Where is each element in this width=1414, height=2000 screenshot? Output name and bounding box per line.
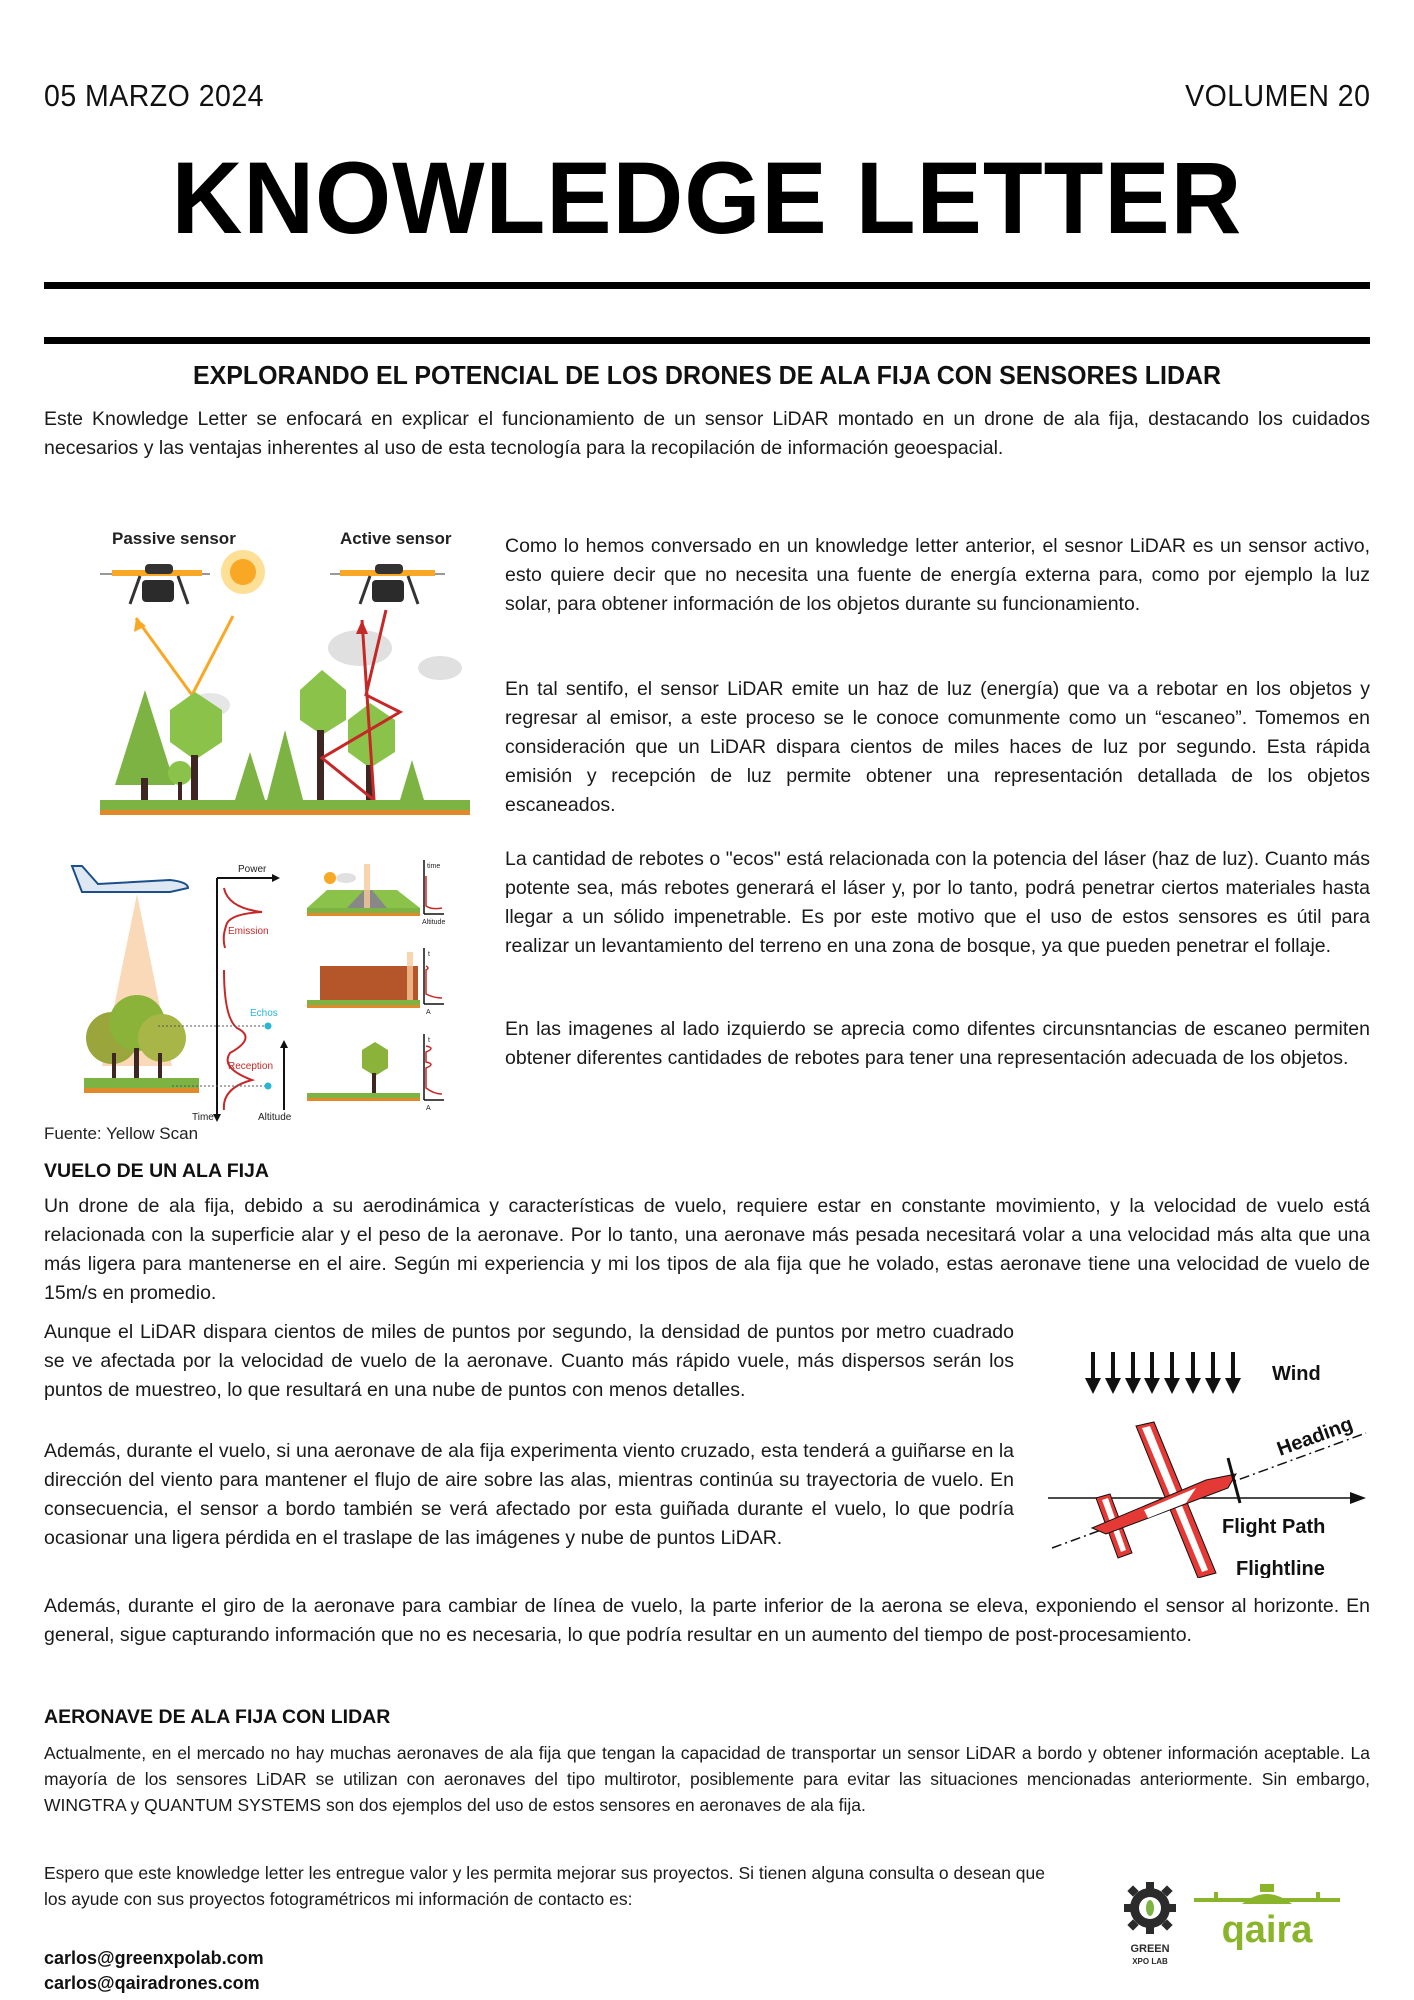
qaira-logo [1192,1878,1342,1968]
figure-lidar-waveform [62,848,482,1130]
drone-icon [330,564,445,604]
closing-paragraph: Espero que este knowledge letter les entregue valor y les permita mejorar sus proyectos. Si tienen alguna consulta o desean que los ayude con sus proyectos fotogramétricos mi información de contacto es: [44,1863,1046,1909]
svg-text:Power: Power [238,864,267,875]
active-sensor-label: Active sensor [340,529,452,548]
plane-icon [72,866,188,892]
svg-text:t: t [428,951,430,958]
figure-crosswind-crab [1036,1338,1376,1578]
drone-icon [1194,1884,1340,1904]
body-paragraph: Actualmente, en el mercado no hay muchas aeronaves de ala fija que tengan la capacidad de transportar un sensor LiDAR a bordo y obtener información aceptable. La mayoría de los sensores LiDAR se utilizan con aeronaves del tipo multirotor, posiblemente para evitar las situaciones mencionadas anteriormente. Sin embargo, WINGTRA y QUANTUM SYSTEMS son dos ejemplos del uso de estos sensores en aeronaves de ala fija. [44,1743,1370,1815]
drone-icon [100,564,210,604]
svg-text:Flight Path: Flight Path [1222,1516,1326,1538]
masthead-rule-top [44,282,1370,289]
greenxpo-lab-logo [1120,1880,1180,1980]
body-paragraph: Además, durante el giro de la aeronave para cambiar de línea de vuelo, la parte inferior de la aerona se eleva, exponiendo el sensor al horizonte. En general, sigue capturando información que no es necesaria, lo que podría resultar en un aumento del tiempo de post-procesamiento. [44,1595,1370,1646]
svg-text:Altitude: Altitude [422,919,446,926]
article-headline: EXPLORANDO EL POTENCIAL DE LOS DRONES DE ALA FIJA CON SENSORES LIDAR [192,360,1222,390]
svg-text:time: time [427,863,441,870]
airplane-icon [1092,1422,1240,1578]
section-heading-aircraft: AERONAVE DE ALA FIJA CON LIDAR [44,1706,391,1728]
intro-paragraph: Este Knowledge Letter se enfocará en explicar el funcionamiento de un sensor LiDAR montado en un drone de ala fija, destacando los cuidados necesarios y las ventajas inherentes al uso de esta tecnología para la recopilación de información geoespacial. [44,408,1370,459]
svg-text:Emission: Emission [228,926,269,937]
svg-text:A: A [426,1009,431,1016]
body-paragraph: Un drone de ala fija, debido a su aerodinámica y características de vuelo, requiere estar en constante movimiento, y la velocidad de vuelo está relacionada con la superficie alar y el peso de la aeronave. Por lo tanto, una aeronave más pesada necesitará volar a una velocidad más alta que una más ligera para mantenerse en el aire. Según mi experiencia y mi los tipos de ala fija que he volado, estas aeronave tiene una velocidad de vuelo de 15m/s en promedio. [44,1195,1370,1304]
gear-icon [1124,1882,1176,1934]
svg-text:Flightline: Flightline [1236,1558,1325,1578]
masthead-title: KNOWLEDGE LETTER [171,141,1243,255]
svg-text:t: t [428,1037,430,1044]
body-paragraph: Aunque el LiDAR dispara cientos de miles de puntos por segundo, la densidad de puntos por metro cuadrado se ve afectada por la velocidad de vuelo de la aeronave. Cuanto más rápido vuele, más dispersos serán los puntos de muestreo, lo que resultará en una nube de puntos con menos detalles. [44,1321,1014,1401]
passive-sensor-label: Passive sensor [112,529,236,548]
masthead-rule-bottom [44,337,1370,344]
svg-text:XPO LAB: XPO LAB [1132,1957,1168,1966]
body-paragraph: Además, durante el vuelo, si una aeronave de ala fija experimenta viento cruzado, esta tenderá a guiñarse en la dirección del viento para mantener el flujo de aire sobre las alas, mientras continúa su trayectoria de vuelo. En consecuencia, el sensor a bordo también se verá afectado por esta guiñada durante el vuelo, lo que podría ocasionar una ligera pérdida en el traslape de las imágenes y nube de puntos LiDAR. [44,1440,1014,1549]
body-paragraph: En las imagenes al lado izquierdo se aprecia como difentes circunsntancias de escaneo permiten obtener diferentes cantidades de rebotes para tener una representación adecuada de los objetos. [505,1018,1370,1069]
body-paragraph: La cantidad de rebotes o "ecos" está relacionada con la potencia del láser (haz de luz). Cuanto más potente sea, más rebotes generará el láser y, por lo tanto, podrá penetrar ciertos materiales hasta llegar a un sólido impenetrable. Es por este motivo que el uso de estos sensores es útil para realizar un levantamiento del terreno en una zona de bosque, ya que pueden penetrar el follaje. [505,848,1370,957]
figure-passive-active-sensor [100,520,480,820]
svg-text:Altitude: Altitude [258,1112,292,1123]
section-heading-flight: VUELO DE UN ALA FIJA [44,1160,269,1182]
issue-volume: VOLUMEN 20 [1184,78,1370,113]
svg-text:GREEN: GREEN [1130,1943,1170,1955]
svg-text:Heading: Heading [1274,1413,1356,1461]
body-paragraph: En tal sentifo, el sensor LiDAR emite un haz de luz (energía) que va a rebotar en los objetos y regresar al emisor, a este proceso se le conoce comunmente como un “escaneo”. Tomemos en consideración que un LiDAR dispara cientos de miles haces de luz por segundo. Esta rápida emisión y recepción de luz permite obtener una representación detallada de los objetos escaneados. [505,678,1370,816]
email-link-qaira[interactable]: carlos@qairadrones.com [44,1973,260,1993]
body-paragraph: Como lo hemos conversado en un knowledge letter anterior, el sesnor LiDAR es un sensor activo, esto quiere decir que no necesita una fuente de energía externa para, como por ejemplo la luz solar, para obtener información de los objetos durante su funcionamiento. [505,535,1370,615]
svg-text:qaira: qaira [1221,1909,1313,1951]
svg-text:Echos: Echos [250,1008,278,1019]
svg-text:Time: Time [192,1112,214,1123]
wind-arrows-icon [1085,1352,1241,1394]
svg-text:Wind: Wind [1272,1363,1321,1385]
figure-source-caption: Fuente: Yellow Scan [44,1124,199,1143]
svg-text:Reception: Reception [228,1061,274,1072]
svg-text:A: A [426,1105,431,1112]
issue-date: 05 MARZO 2024 [44,78,264,113]
email-link-greenxpolab[interactable]: carlos@greenxpolab.com [44,1948,264,1968]
